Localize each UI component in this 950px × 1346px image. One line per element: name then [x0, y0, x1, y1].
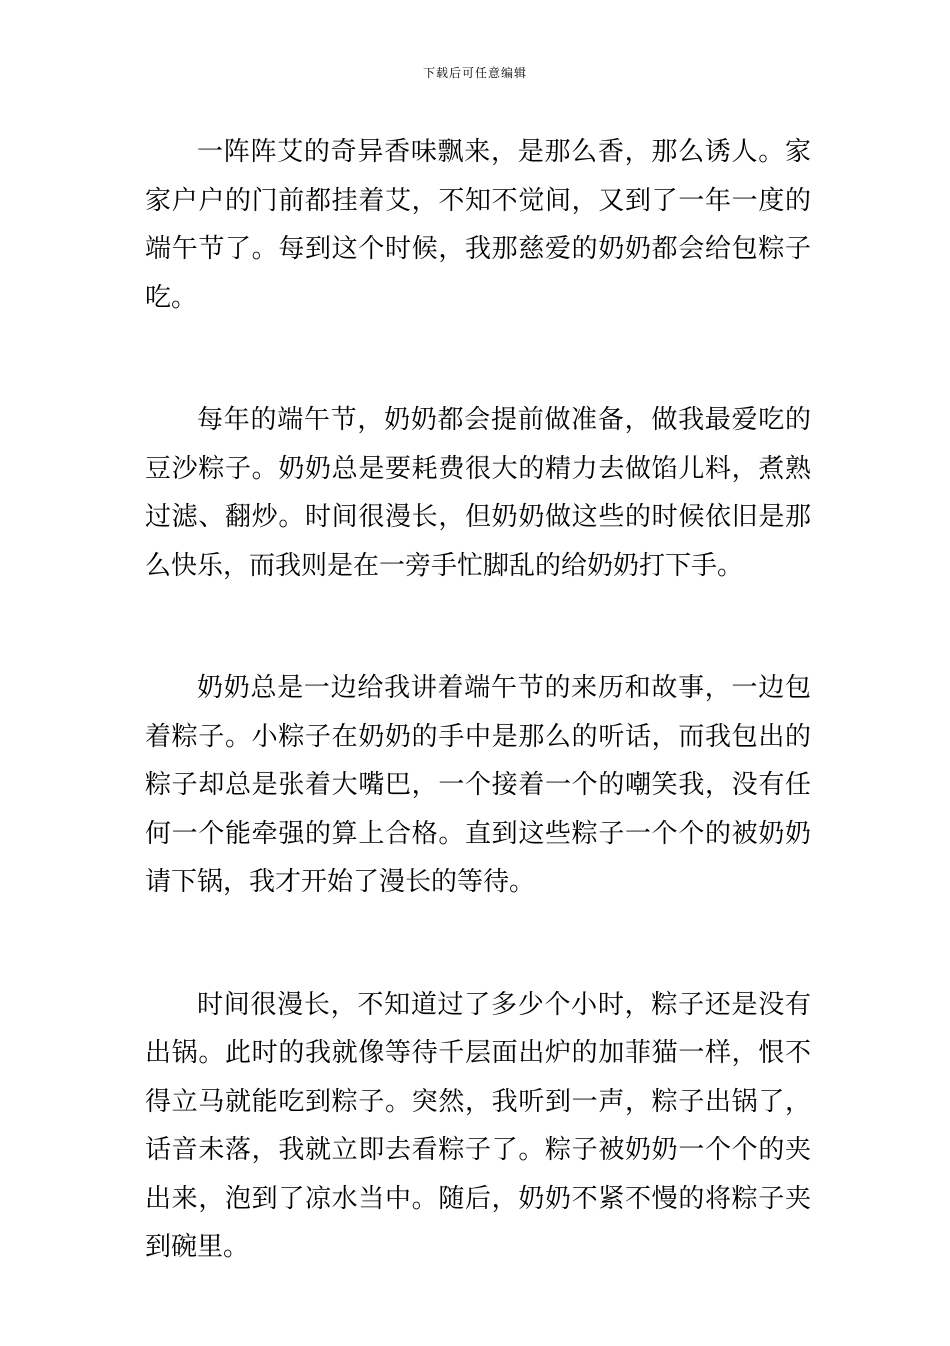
document-body: [145, 128, 811, 1346]
page-header: 下载后可任意编辑: [422, 66, 527, 80]
paragraph-4: 时间很漫长，不知道过了多少个小时，粽子还是没有出锅。此时的我就像等待千层面出炉的加菲猫一样，恨不得立马就能吃到粽子。突然，我听到一声，粽子出锅了，话音未落，我就立即去看粽子了。粽子被奶奶一个个的夹出来，泡到了凉水当中。随后，奶奶不紧不慢的将粽子夹到碗里。: [145, 989, 811, 1262]
paragraph-3: 奶奶总是一边给我讲着端午节的来历和故事，一边包着粽子。小粽子在奶奶的手中是那么的听话，而我包出的粽子却总是张着大嘴巴，一个接着一个的嘲笑我，没有任何一个能牵强的算上合格。直到这些粽子一个个的被奶奶请下锅，我才开始了漫长的等待。: [145, 673, 811, 897]
paragraph-2: 每年的端午节，奶奶都会提前做准备，做我最爱吃的豆沙粽子。奶奶总是要耗费很大的精力去做馅儿料，煮熟过滤、翻炒。时间很漫长，但奶奶做这些的时候依旧是那么快乐，而我则是在一旁手忙脚乱的给奶奶打下手。: [145, 405, 811, 581]
paragraph-1: 一阵阵艾的奇异香味飘来，是那么香，那么诱人。家家户户的门前都挂着艾，不知不觉间，又到了一年一度的端午节了。每到这个时候，我那慈爱的奶奶都会给包粽子吃。: [145, 137, 811, 313]
